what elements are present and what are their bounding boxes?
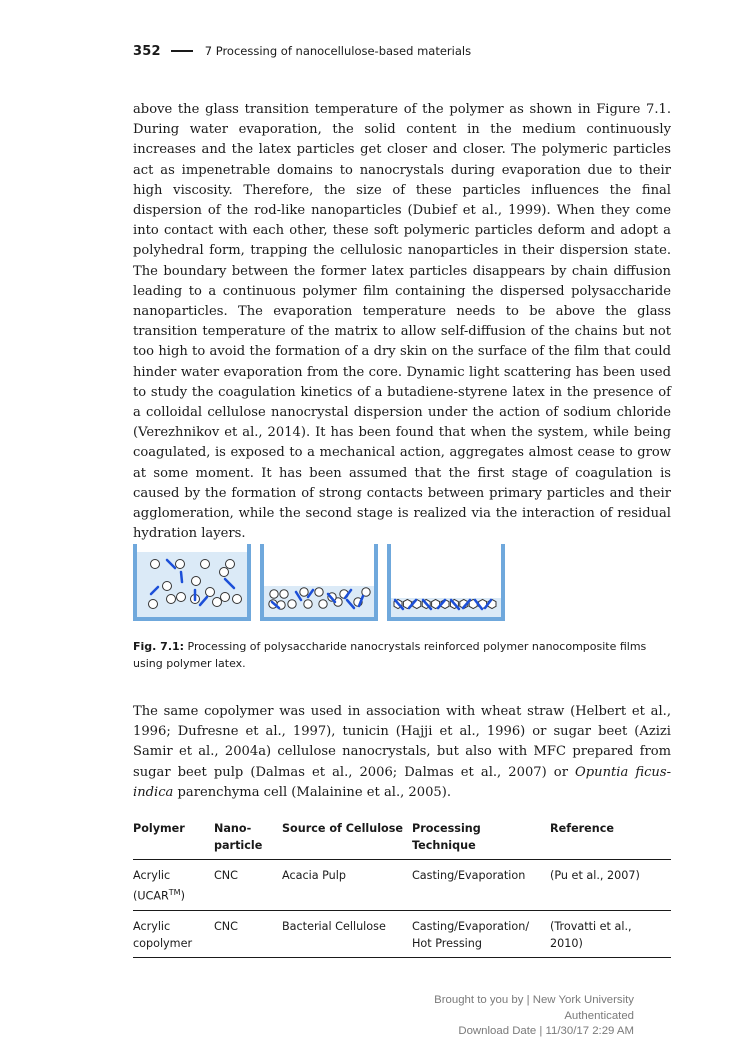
latex-particle (315, 588, 323, 596)
cell-reference: (Trovatti et al., 2010) (550, 919, 632, 950)
figure-label: Fig. 7.1: (133, 640, 185, 653)
latex-particle (163, 582, 172, 591)
latex-particle (149, 600, 158, 609)
cell-nanoparticle: CNC (214, 869, 238, 882)
cell-polymer-text: Acrylic (UCAR (133, 869, 171, 903)
latex-particle (206, 588, 215, 597)
table-header-row (133, 820, 671, 860)
latex-processing-figure (133, 542, 507, 622)
paragraph-text: The same copolymer was used in association with wheat straw (Helbert et al., 1996; Dufresne et al., 1997), tunicin (Hajji et al., 1996) or sugar beet (Azizi Samir et al., 2004a) cellulose nanocrystals, but also with MFC prepared from sugar beet pulp (Dalmas et al., 2006; Dalmas et al., 2007) or (133, 704, 671, 780)
access-watermark (434, 993, 634, 1040)
column-header-source: Source of Cellulose (282, 822, 403, 835)
column-header-polymer: Polymer (133, 822, 185, 835)
column-header-technique: Processing Technique (412, 822, 481, 852)
column-header-nanoparticle: Nano- particle (214, 822, 263, 852)
figure-caption-text: Processing of polysaccharide nanocrystals reinforced polymer nanocomposite films using polymer latex. (133, 640, 647, 670)
cell-source: Bacterial Cellulose (282, 919, 386, 933)
latex-particle (304, 600, 312, 608)
body-paragraph-2 (133, 702, 671, 803)
chapter-title: 7 Processing of nanocellulose-based materials (204, 44, 472, 58)
paragraph-text-end: parenchyma cell (Malainine et al., 2005). (173, 784, 452, 800)
latex-particle (167, 595, 176, 604)
latex-particle (201, 560, 210, 569)
watermark-line: Download Date | 11/30/17 2:29 AM (458, 1025, 634, 1037)
cell-polymer (133, 860, 214, 911)
nanocrystal-rod (181, 572, 182, 582)
cell-nanoparticle: CNC (214, 919, 238, 933)
latex-particle (213, 598, 222, 607)
column-header-reference: Reference (550, 822, 614, 835)
body-paragraph: above the glass transition temperature of the polymer as shown in Figure 7.1. During water evaporation, the solid content in the medium continuously increases and the latex particles get closer and closer. The polymeric particles act as impenetrable domains to nanocrystals during evaporation due to their high viscosity. Therefore, the size of these particles influences the final dispersion of the rod-like nanoparticles (Dubief et al., 1999). When they come into contact with each other, these soft polymeric particles deform and adopt a polyhedral form, trapping the cellulosic nanoparticles in their dispersion state. The boundary between the former latex particles disappears by chain diffusion leading to a continuous polymer film containing the dispersed polysaccharide nanoparticles. The evaporation temperature needs to be above the glass transition temperature of the matrix to allow self-diffusion of the chains but not too high to avoid the formation of a dry skin on the surface of the film that could hinder water evaporation from the core. Dynamic light scattering has been used to study the coagulation kinetics of a butadiene-styrene latex in the presence of a colloidal cellulose nanocrystal dispersion under the action of sodium chloride (Verezhnikov et al., 2014). It has been found that when the system, while being coagulated, is exposed to a mechanical action, aggregates almost cease to grow at some moment. It has been assumed that the first stage of coagulation is caused by the formation of strong contacts between primary particles and their agglomeration, while the second stage is realized via the interaction of residual hydration layers. (133, 102, 671, 542)
latex-particle (176, 560, 185, 569)
latex-particle (226, 560, 235, 569)
latex-particle (177, 593, 186, 602)
table-row (133, 910, 671, 957)
page-number: 352 (133, 43, 161, 59)
latex-particle (151, 560, 160, 569)
table-row (133, 860, 671, 911)
watermark-line: Brought to you by | New York University (434, 994, 634, 1006)
latex-particle (221, 593, 230, 602)
latex-particle (192, 577, 201, 586)
latex-particle (233, 595, 242, 604)
latex-particle (220, 568, 229, 577)
latex-particle (270, 590, 278, 598)
cell-reference: (Pu et al., 2007) (550, 869, 640, 882)
cell-polymer-close: ) (180, 889, 185, 903)
cell-source: Acacia Pulp (282, 869, 346, 882)
cell-technique: Casting/Evaporation/ Hot Pressing (412, 919, 530, 950)
watermark-line: Authenticated (564, 1009, 634, 1022)
latex-particle (300, 588, 308, 596)
latex-particle (280, 590, 288, 598)
trademark-mark: TM (168, 888, 181, 897)
nanocomposite-table (133, 820, 671, 958)
cell-technique: Casting/Evaporation (412, 869, 526, 882)
species-name: Opuntia ficus-indica (133, 764, 672, 800)
running-head (133, 42, 471, 60)
latex-particle (319, 600, 327, 608)
header-rule (171, 50, 193, 52)
cell-polymer: Acrylic copolymer (133, 919, 193, 950)
latex-particle (288, 600, 296, 608)
figure-caption (133, 638, 671, 672)
